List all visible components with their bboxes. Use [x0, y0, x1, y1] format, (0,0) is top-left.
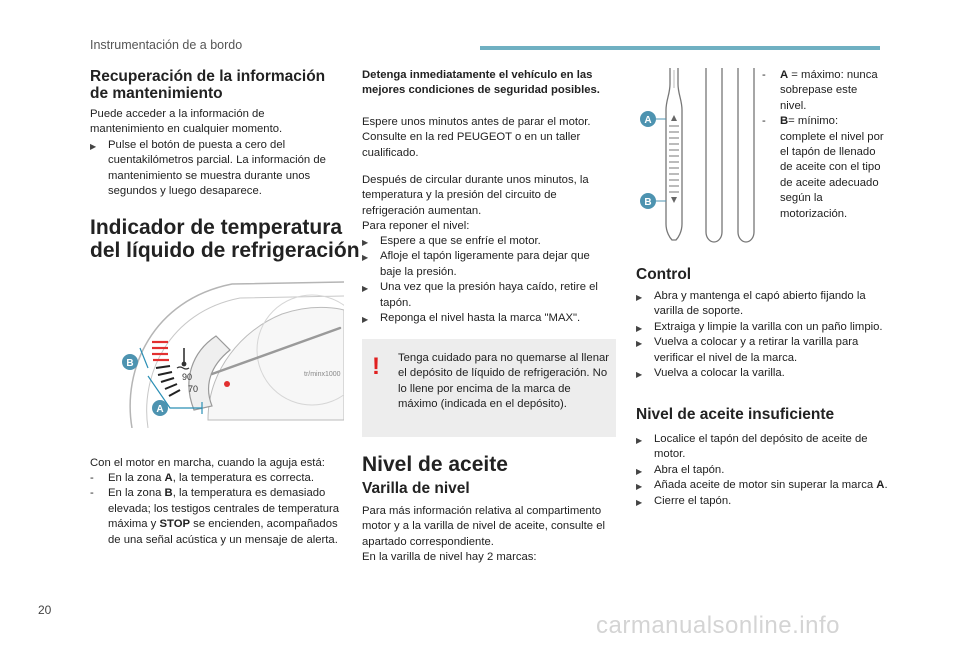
maintenance-intro: Puede acceder a la información de mantenimiento en cualquier momento. — [90, 108, 283, 136]
list-item: ▶ Añada aceite de motor sin superar la marca A. — [636, 478, 888, 493]
list-item: ▶ Extraiga y limpie la varilla con un paño limpio. — [636, 320, 888, 335]
refill-intro: Para reponer el nivel: — [362, 220, 470, 232]
list-item: - B= mínimo: complete el nivel por el tapón de llenado de aceite con el tipo de aceite adecuado según la motorización. — [762, 114, 886, 222]
low-oil-title: Nivel de aceite insuficiente — [636, 406, 835, 423]
refill-bullets — [362, 234, 612, 326]
dipstick-label-b: B — [644, 197, 652, 208]
rpm-label: tr/minx1000 — [304, 371, 341, 378]
list-item: ▶ Abra y mantenga el capó abierto fijando la varilla de soporte. — [636, 289, 888, 320]
list-item: - A = máximo: nunca sobrepase este nivel. — [762, 68, 886, 114]
warning-text: Tenga cuidado para no quemarse al llenar el depósito de líquido de refrigeración. No lo llene por encima de la marca de máximo (indicada en el depósito). — [398, 352, 610, 411]
list-item: ▶ Cierre el tapón. — [636, 494, 888, 509]
control-bullets — [636, 289, 888, 381]
dipstick-marks-list — [762, 68, 886, 222]
list-item: ▶ Abra el tapón. — [636, 463, 888, 478]
list-item: ▶ Localice el tapón del depósito de aceite de motor. — [636, 432, 888, 463]
list-item: ▶ Vuelva a colocar y a retirar la varilla para verificar el nivel de la marca. — [636, 335, 888, 366]
page-number: 20 — [38, 603, 52, 617]
temperature-title: Indicador de temperatura del líquido de refrigeración — [90, 216, 360, 262]
label-a: A — [156, 404, 164, 415]
list-item: ▶ Una vez que la presión haya caído, retire el tapón. — [362, 280, 612, 311]
condition-intro: Con el motor en marcha, cuando la aguja está: — [90, 457, 325, 469]
maintenance-bullets — [90, 138, 340, 200]
control-title: Control — [636, 266, 692, 283]
watermark: carmanualsonline.info — [596, 612, 840, 639]
warning-icon: ! — [372, 353, 380, 380]
list-item: ▶ Pulse el botón de puesta a cero del cuentakilómetros parcial. La información de mantenimiento se muestra durante unos segundos y luego desaparece. — [90, 138, 340, 200]
list-item: - En la zona B, la temperatura es demasiado elevada; los testigos centrales de temperatura máxima y STOP se encienden, acompañados de una señal acústica y un mensaje de alerta. — [90, 486, 345, 548]
list-item: ▶ Espere a que se enfríe el motor. — [362, 234, 612, 249]
gauge-tick-70: 70 — [188, 384, 199, 394]
list-item: ▶ Reponga el nivel hasta la marca "MAX". — [362, 311, 612, 326]
oil-level-title: Nivel de aceite — [362, 453, 508, 476]
section-header: Instrumentación de a bordo — [90, 38, 243, 52]
warning-light — [224, 381, 230, 387]
list-item: ▶ Afloje el tapón ligeramente para dejar que baje la presión. — [362, 249, 612, 280]
dipstick-illustration — [636, 64, 756, 246]
list-item: ▶ Vuelva a colocar la varilla. — [636, 366, 888, 381]
gauge-tick-90: 90 — [182, 372, 193, 382]
stop-followup: Espere unos minutos antes de parar el motor. Consulte en la red PEUGEOT o en un taller cualificado. — [362, 116, 591, 159]
stop-instruction: Detenga inmediatamente el vehículo en las mejores condiciones de seguridad posibles. — [362, 69, 600, 97]
label-b: B — [126, 358, 134, 369]
dipstick-title: Varilla de nivel — [362, 480, 470, 497]
dipstick-marks-intro: En la varilla de nivel hay 2 marcas: — [362, 551, 537, 563]
dipstick-text: Para más información relativa al compartimento motor y a la varilla de nivel de aceite, consulte el apartado correspondiente. — [362, 505, 606, 548]
maintenance-title: Recuperación de la información de mantenimiento — [90, 68, 326, 102]
after-driving-text: Después de circular durante unos minutos, la temperatura y la presión del circuito de refrigeración aumentan. — [362, 174, 589, 217]
dipstick-label-a: A — [644, 115, 652, 126]
warning-box — [362, 339, 616, 437]
condition-list — [90, 471, 345, 548]
header-accent-bar — [480, 46, 880, 50]
list-item: - En la zona A, la temperatura es correcta. — [90, 471, 345, 486]
temperature-gauge-illustration — [112, 280, 344, 428]
low-oil-bullets — [636, 432, 888, 509]
